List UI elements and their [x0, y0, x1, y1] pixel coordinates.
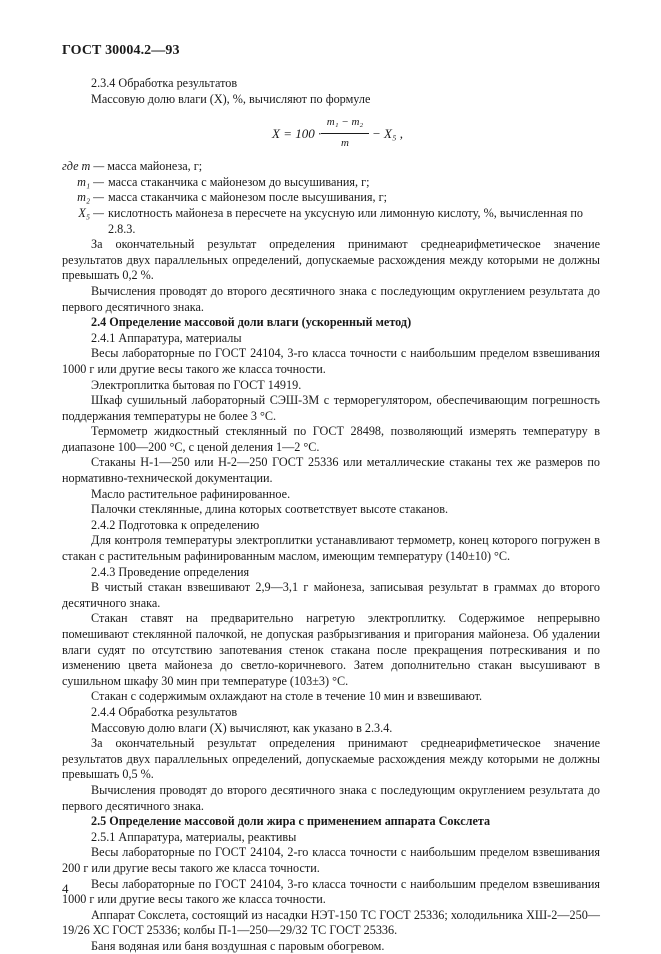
- definition-term: m₁ —: [77, 174, 104, 189]
- formula: [62, 107, 600, 159]
- definition-item: [62, 206, 600, 222]
- paragraph: Аппарат Сокслета, состоящий из насадки НЭТ-150 ТС ГОСТ 25336; холодильника ХШ-2—250—19/26 ХС ГОСТ 25336; колбы П-1—250—29/32 ТС ГОСТ 25336.: [62, 907, 600, 938]
- section-2-4-1-title: 2.4.1 Аппаратура, материалы: [91, 330, 242, 345]
- definition-term: где m —: [62, 159, 105, 174]
- paragraph: Массовую долю влаги (X) вычисляют, как указано в 2.3.4.: [91, 720, 393, 735]
- formula-tail: − X₅ ,: [372, 126, 403, 142]
- page-number: 4: [62, 881, 69, 896]
- paragraph: Вычисления проводят до второго десятичного знака с последующим округлением результата до первого десятичного знака.: [62, 283, 600, 314]
- section-2-4-title: 2.4 Определение массовой доли влаги (ускоренный метод): [91, 315, 412, 330]
- paragraph: Стакан с содержимым охлаждают на столе в течение 10 мин и взвешивают.: [91, 689, 483, 704]
- formula-denominator: m: [341, 136, 349, 149]
- paragraph: Для контроля температуры электроплитки устанавливают термометр, конец которого погружен в стакан с растительным рафинированным маслом, имеющим температуру (140±10) °С.: [62, 533, 600, 564]
- definition-term: m₂ —: [77, 190, 104, 205]
- paragraph: Вычисления проводят до второго десятичного знака с последующим округлением результата до первого десятичного знака.: [62, 782, 600, 813]
- paragraph: В чистый стакан взвешивают 2,9—3,1 г майонеза, записывая результат в граммах до второго десятичного знака.: [62, 580, 600, 610]
- section-2-5-title: 2.5 Определение массовой доли жира с применением аппарата Сокслета: [91, 814, 491, 829]
- formula-intro: Массовую долю влаги (X), %, вычисляют по формуле: [91, 91, 371, 106]
- paragraph: Масло растительное рафинированное.: [91, 486, 291, 501]
- paragraph: Стаканы Н-1—250 или Н-2—250 ГОСТ 25336 или металлические стаканы тех же размеров по нормативно-технической документации.: [62, 455, 600, 486]
- formula-fraction: [321, 115, 369, 151]
- paragraph: Баня водяная или баня воздушная с паровым обогревом.: [91, 938, 385, 953]
- paragraph: Весы лабораторные по ГОСТ 24104, 2-го класса точности с наибольшим пределом взвешивания 200 г или другие весы такого же класса точности.: [62, 845, 600, 875]
- definition-term: X₅ —: [78, 205, 104, 220]
- paragraph: За окончательный результат определения принимают среднеарифметическое значение результатов двух параллельных определений, допускаемые расхождения между которыми не должны превышать 0,5 %.: [62, 736, 600, 782]
- paragraph: Весы лабораторные по ГОСТ 24104, 3-го класса точности с наибольшим пределом взвешивания 1000 г или другие весы такого же класса точности.: [62, 876, 600, 907]
- section-2-3-4-title: 2.3.4 Обработка результатов: [91, 76, 238, 90]
- definition-text: масса стаканчика с майонезом после высушивания, г;: [108, 190, 388, 205]
- paragraph: Термометр жидкостный стеклянный по ГОСТ 28498, позволяющий измерять температуру в диапазоне 100—200 °С, с ценой деления 1—2 °С.: [62, 424, 600, 454]
- definition-text: кислотность майонеза в пересчете на уксусную или лимонную кислоту, %, вычисленная по: [108, 205, 584, 220]
- definition-text: масса стаканчика с майонезом до высушивания, г;: [108, 174, 370, 189]
- paragraph: Палочки стеклянные, длина которых соответствует высоте стаканов.: [91, 502, 449, 517]
- paragraph: За окончательный результат определения принимают среднеарифметическое значение результатов двух параллельных определений, допускаемые расхождения между которыми не должны превышать 0,2 %.: [62, 237, 600, 283]
- section-2-4-3-title: 2.4.3 Проведение определения: [91, 564, 250, 579]
- formula-numerator: m₁ − m₂: [321, 115, 369, 134]
- definition-item: [62, 190, 600, 206]
- page-content: [62, 76, 600, 954]
- section-2-5-1-title: 2.5.1 Аппаратура, материалы, реактивы: [91, 829, 297, 844]
- formula-lhs: X = 100 ·: [272, 126, 322, 142]
- definition-continuation: 2.8.3.: [108, 221, 136, 236]
- definition-item: [62, 175, 600, 191]
- paragraph: Электроплитка бытовая по ГОСТ 14919.: [91, 377, 302, 392]
- paragraph: Шкаф сушильный лабораторный СЭШ-3М с терморегулятором, обеспечивающим погрешность поддержания температуры не более 3 °С.: [62, 393, 600, 423]
- paragraph: Весы лабораторные по ГОСТ 24104, 3-го класса точности с наибольшим пределом взвешивания 1000 г или другие весы такого же класса точности.: [62, 346, 600, 376]
- paragraph: Стакан ставят на предварительно нагретую электроплитку. Содержимое непрерывно помешивают стеклянной палочкой, не допуская разбрызгивания и пригорания майонеза. Об удалении влаги судят по отсутствию запотевания стенок стакана после прекращения потрескивания и по изменению цвета майонеза до светло-коричневого. Затем дополнительно стакан высушивают в сушильном шкафу 30 мин при температуре (103±3) °С.: [62, 611, 600, 688]
- section-2-4-4-title: 2.4.4 Обработка результатов: [91, 704, 238, 719]
- page-header: ГОСТ 30004.2—93: [62, 43, 180, 58]
- definition-item: [62, 159, 600, 175]
- section-2-4-2-title: 2.4.2 Подготовка к определению: [91, 517, 260, 532]
- definition-text: масса майонеза, г;: [107, 159, 203, 174]
